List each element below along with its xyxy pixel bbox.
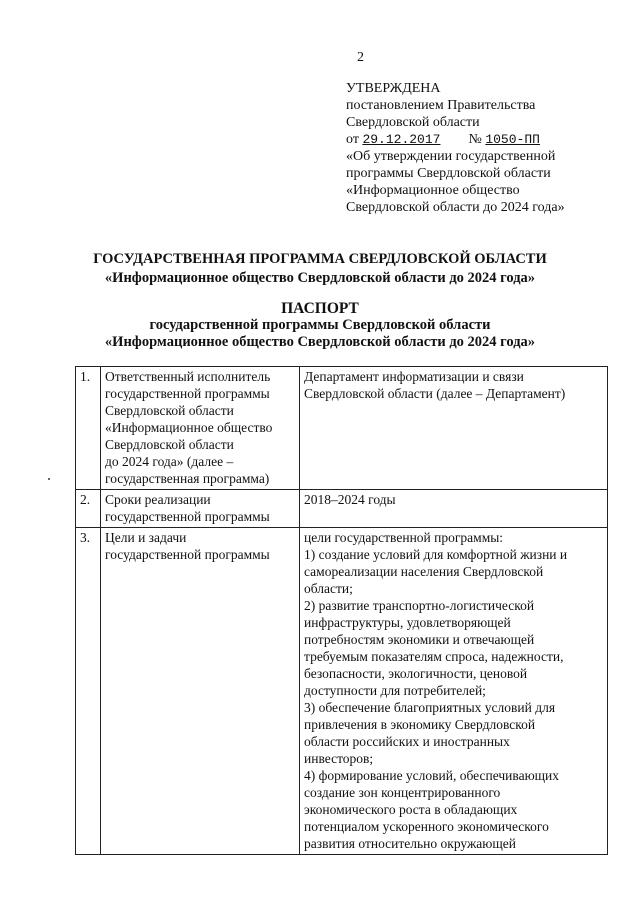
approval-block (346, 80, 565, 216)
row-value-line: создание зон концентрированного (304, 785, 501, 800)
row-value-line: цели государственной программы: (304, 530, 504, 545)
row-value-line: потребностям экономики и отвечающей (304, 632, 535, 647)
row-value-line: 1) создание условий для комфортной жизни и (304, 547, 568, 562)
row-value-line: привлечения в экономику Свердловской (304, 717, 536, 732)
row-number: 1. (76, 367, 101, 490)
number-prefix: № (468, 132, 482, 147)
approval-line-5: программы Свердловской области (346, 166, 551, 181)
passport-table (75, 366, 608, 855)
program-title-line-1: ГОСУДАРСТВЕННАЯ ПРОГРАММА СВЕРДЛОВСКОЙ ОБЛАСТИ (93, 251, 547, 267)
scan-speck (48, 478, 50, 480)
table-row (76, 367, 608, 490)
row-value-line: области российских и иностранных (304, 734, 510, 749)
approval-date-line (346, 131, 565, 148)
approval-date: 29.12.2017 (362, 132, 441, 147)
row-value-line: развития относительно окружающей (304, 836, 516, 851)
row-value-line: доступности для потребителей; (304, 683, 486, 698)
row-label (101, 490, 300, 528)
row-label-line: Свердловской области (105, 403, 234, 418)
program-title-line-2: «Информационное общество Свердловской области до 2024 года» (104, 270, 536, 286)
row-value-line: 2018–2024 годы (304, 492, 396, 507)
passport-title-line-2: государственной программы Свердловской области (149, 317, 491, 333)
page-number: 2 (357, 50, 364, 65)
row-number: 2. (76, 490, 101, 528)
passport-title-line-3: «Информационное общество Свердловской области до 2024 года» (104, 334, 536, 350)
row-label-line: Сроки реализации (105, 492, 211, 507)
passport-title (0, 300, 640, 351)
row-value-line: безопасности, экологичности, ценовой (304, 666, 528, 681)
date-prefix: от (346, 132, 359, 147)
table-row (76, 490, 608, 528)
approval-line-7: Свердловской области до 2024 года» (346, 200, 565, 215)
row-value-line: 4) формирование условий, обеспечивающих (304, 768, 560, 783)
approval-number: 1050-ПП (485, 132, 540, 147)
row-label-line: до 2024 года» (далее – (105, 454, 234, 469)
row-value-line: инвесторов; (304, 751, 374, 766)
row-value-line: 3) обеспечение благоприятных условий для (304, 700, 556, 715)
row-label-line: государственной программы (105, 547, 270, 562)
program-title (0, 250, 640, 288)
approval-line-6: «Информационное общество (346, 183, 520, 198)
row-label-line: государственной программы (105, 509, 270, 524)
passport-title-line-1: ПАСПОРТ (281, 300, 359, 317)
approval-line-2: Свердловской области (346, 115, 480, 130)
row-number: 3. (76, 528, 101, 855)
row-label-line: Свердловской области (105, 437, 234, 452)
row-label-line: государственная программа) (105, 471, 270, 486)
row-value (300, 367, 608, 490)
approval-line-1: постановлением Правительства (346, 98, 536, 113)
row-value-line: области; (304, 581, 353, 596)
row-value-line: требуемым показателям спроса, надежности, (304, 649, 564, 664)
row-label-line: Ответственный исполнитель (105, 369, 271, 384)
row-label (101, 528, 300, 855)
row-value-line: экономического роста в обладающих (304, 802, 518, 817)
row-value-line: Свердловской области (далее – Департамент) (304, 386, 566, 401)
row-value-line: инфраструктуры, удовлетворяющей (304, 615, 511, 630)
row-label-line: государственной программы (105, 386, 270, 401)
row-value (300, 490, 608, 528)
row-label-line: «Информационное общество (105, 420, 273, 435)
approval-title: УТВЕРЖДЕНА (346, 81, 441, 96)
table-row (76, 528, 608, 855)
row-value-line: потенциалом ускоренного экономического (304, 819, 549, 834)
row-value-line: самореализации населения Свердловской (304, 564, 544, 579)
row-value-line: 2) развитие транспортно-логистической (304, 598, 535, 613)
row-label-line: Цели и задачи (105, 530, 187, 545)
row-value (300, 528, 608, 855)
approval-line-4: «Об утверждении государственной (346, 149, 556, 164)
row-label (101, 367, 300, 490)
row-value-line: Департамент информатизации и связи (304, 369, 524, 384)
